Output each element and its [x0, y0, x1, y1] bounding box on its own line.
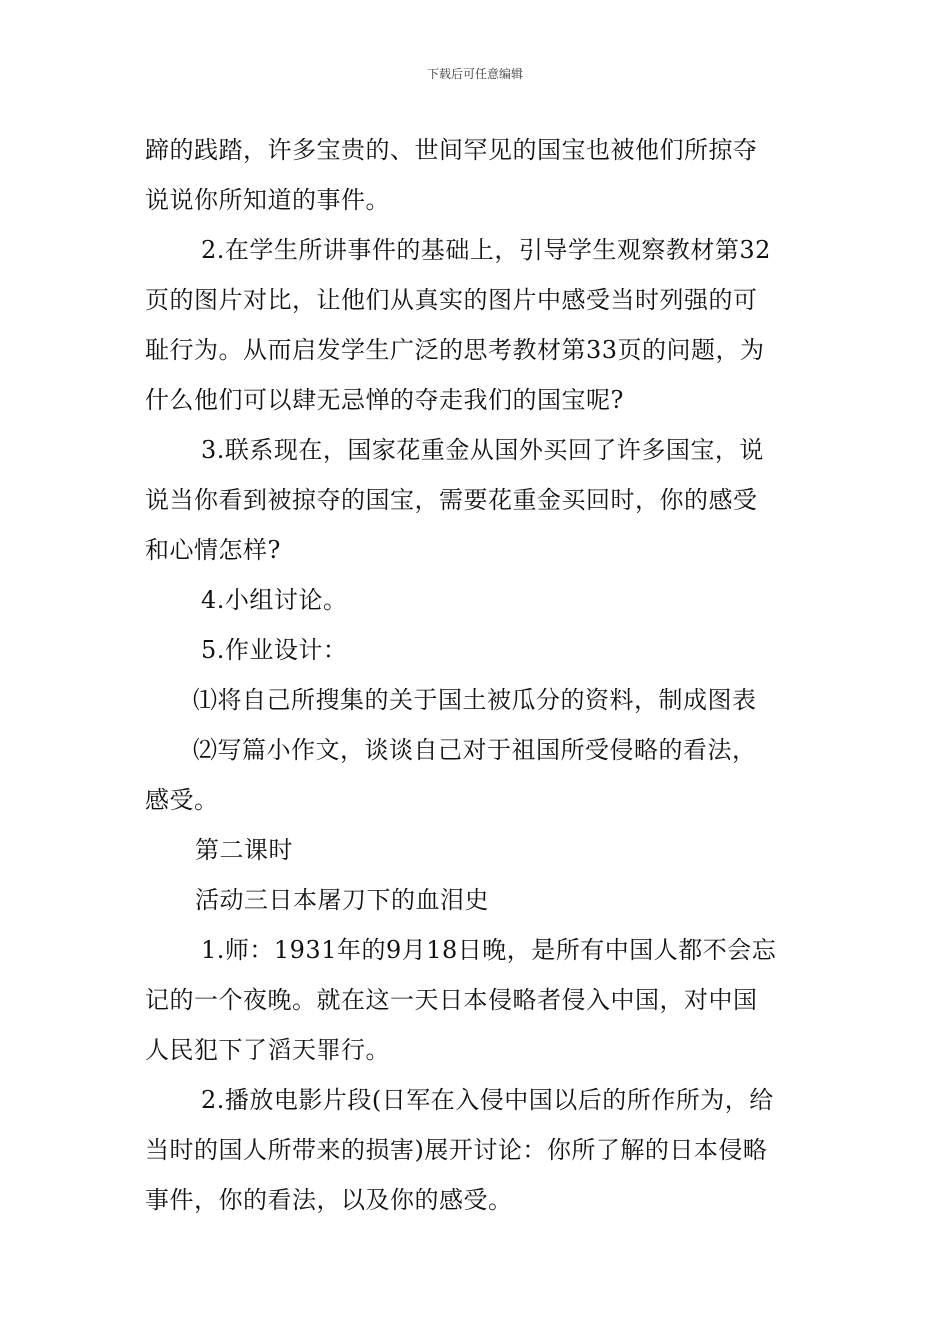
paragraph-step-5 — [145, 625, 807, 675]
text-line: 4.小组讨论。 — [201, 586, 348, 614]
text-line: 事件，你的看法，以及你的感受。 — [145, 1186, 513, 1214]
paragraph-step-3 — [145, 425, 807, 575]
text-line: 1.师：1931年的9月18日晚，是所有中国人都不会忘 — [201, 936, 777, 964]
text-line: 说说你所知道的事件。 — [145, 186, 390, 214]
text-line: 5.作业设计： — [201, 636, 348, 664]
text-line: 耻行为。从而启发学生广泛的思考教材第33页的问题，为 — [145, 336, 765, 364]
text-line: 当时的国人所带来的损害)展开讨论：你所了解的日本侵略 — [145, 1136, 768, 1164]
text-line: 说当你看到被掠夺的国宝，需要花重金买回时，你的感受 — [145, 486, 758, 514]
text-line: 页的图片对比，让他们从真实的图片中感受当时列强的可 — [145, 286, 758, 314]
paragraph-step-2 — [145, 225, 807, 425]
paragraph-homework-2 — [145, 725, 807, 825]
paragraph-activity-step-1 — [145, 925, 807, 1075]
text-line: 第二课时 — [195, 836, 293, 864]
text-line: 活动三日本屠刀下的血泪史 — [195, 886, 489, 914]
text-line: 什么他们可以肆无忌惮的夺走我们的国宝呢? — [145, 386, 624, 414]
document-body — [145, 125, 807, 1225]
paragraph-activity-step-2 — [145, 1075, 807, 1225]
text-line: 感受。 — [145, 786, 219, 814]
text-line: 蹄的践踏，许多宝贵的、世间罕见的国宝也被他们所掠夺 — [145, 136, 758, 164]
paragraph-homework-1 — [145, 675, 807, 725]
text-line: 2.在学生所讲事件的基础上，引导学生观察教材第32 — [201, 236, 771, 264]
text-line: 记的一个夜晚。就在这一天日本侵略者侵入中国，对中国 — [145, 986, 758, 1014]
text-line: 3.联系现在，国家花重金从国外买回了许多国宝，说 — [201, 436, 764, 464]
paragraph-step-4 — [145, 575, 807, 625]
section-heading-activity-3 — [145, 875, 807, 925]
section-heading-lesson-2 — [145, 825, 807, 875]
text-line: 人民犯下了滔天罪行。 — [145, 1036, 390, 1064]
text-line: 2.播放电影片段(日军在入侵中国以后的所作所为，给 — [201, 1086, 774, 1114]
paragraph-continuation — [145, 125, 807, 225]
text-line: 和心情怎样? — [145, 536, 281, 564]
text-line: ⑴将自己所搜集的关于国土被瓜分的资料，制成图表 — [193, 686, 757, 714]
text-line: ⑵写篇小作文，谈谈自己对于祖国所受侵略的看法， — [193, 736, 757, 764]
page-header: 下载后可任意编辑 — [426, 67, 523, 81]
